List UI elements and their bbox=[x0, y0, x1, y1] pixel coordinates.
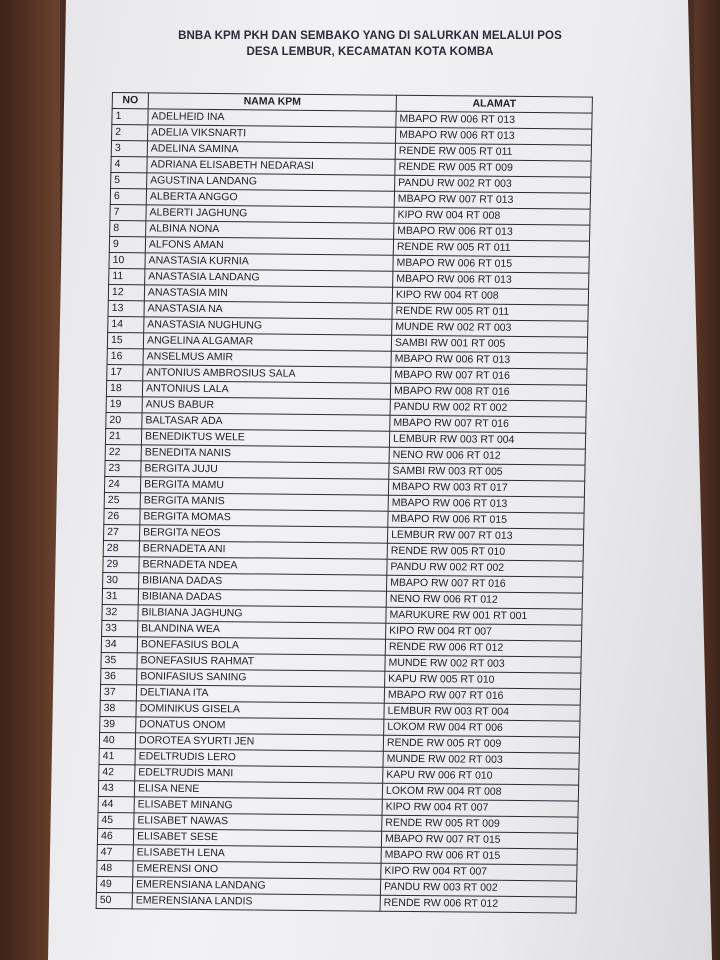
cell-nama-kpm: ALFONS AMAN bbox=[145, 237, 393, 255]
cell-no: 49 bbox=[96, 876, 132, 892]
cell-nama-kpm: ANASTASIA NUGHUNG bbox=[144, 317, 392, 335]
cell-nama-kpm: EDELTRUDIS MANI bbox=[135, 765, 383, 783]
cell-no: 36 bbox=[101, 668, 137, 684]
cell-no: 17 bbox=[107, 364, 143, 380]
cell-alamat: KIPO RW 004 RT 008 bbox=[394, 207, 590, 225]
cell-nama-kpm: ANTONIUS LALA bbox=[142, 381, 390, 399]
cell-nama-kpm: DONATUS ONOM bbox=[136, 717, 384, 735]
cell-alamat: MBAPO RW 007 RT 016 bbox=[386, 575, 582, 593]
cell-no: 23 bbox=[105, 460, 141, 476]
cell-nama-kpm: EDELTRUDIS LERO bbox=[135, 749, 383, 767]
cell-no: 35 bbox=[101, 652, 137, 668]
header-no: NO bbox=[112, 93, 148, 109]
cell-nama-kpm: DOMINIKUS GISELA bbox=[136, 701, 384, 719]
cell-nama-kpm: ELISABET MINANG bbox=[134, 797, 382, 815]
cell-alamat: MBAPO RW 007 RT 016 bbox=[390, 415, 586, 433]
cell-no: 10 bbox=[109, 252, 145, 268]
cell-alamat: SAMBI RW 003 RT 005 bbox=[389, 463, 585, 481]
cell-nama-kpm: ALBERTI JAGHUNG bbox=[146, 205, 394, 223]
cell-alamat: MBAPO RW 008 RT 016 bbox=[390, 383, 586, 401]
cell-alamat: KIPO RW 004 RT 008 bbox=[392, 287, 588, 305]
cell-no: 12 bbox=[108, 284, 144, 300]
cell-no: 30 bbox=[103, 572, 139, 588]
cell-alamat: MBAPO RW 006 RT 015 bbox=[388, 511, 584, 529]
cell-alamat: MBAPO RW 007 RT 013 bbox=[394, 191, 590, 209]
recipient-table bbox=[96, 92, 592, 914]
cell-nama-kpm: BERGITA MAMU bbox=[140, 477, 388, 495]
cell-nama-kpm: ANASTASIA MIN bbox=[144, 285, 392, 303]
cell-no: 40 bbox=[99, 732, 135, 748]
cell-nama-kpm: ALBINA NONA bbox=[146, 221, 394, 239]
cell-alamat: MBAPO RW 006 RT 013 bbox=[393, 271, 589, 289]
cell-no: 50 bbox=[96, 892, 132, 908]
header-alamat: ALAMAT bbox=[396, 95, 592, 113]
cell-alamat: KIPO RW 004 RT 007 bbox=[381, 863, 577, 881]
cell-no: 16 bbox=[107, 348, 143, 364]
cell-no: 19 bbox=[106, 396, 142, 412]
cell-alamat: MUNDE RW 002 RT 003 bbox=[383, 751, 579, 769]
cell-alamat: LEMBUR RW 003 RT 004 bbox=[389, 431, 585, 449]
cell-no: 20 bbox=[106, 412, 142, 428]
cell-nama-kpm: BERGITA MANIS bbox=[140, 493, 388, 511]
header-nama-kpm: NAMA KPM bbox=[148, 93, 396, 111]
cell-no: 39 bbox=[100, 716, 136, 732]
cell-no: 9 bbox=[109, 236, 145, 252]
cell-no: 42 bbox=[99, 764, 135, 780]
cell-no: 34 bbox=[101, 636, 137, 652]
cell-alamat: KIPO RW 004 RT 007 bbox=[382, 799, 578, 817]
cell-no: 8 bbox=[110, 220, 146, 236]
cell-nama-kpm: ALBERTA ANGGO bbox=[146, 189, 394, 207]
cell-alamat: NENO RW 006 RT 012 bbox=[389, 447, 585, 465]
cell-no: 1 bbox=[112, 109, 148, 125]
cell-alamat: RENDE RW 005 RT 011 bbox=[392, 303, 588, 321]
cell-alamat: MBAPO RW 006 RT 015 bbox=[393, 255, 589, 273]
cell-no: 18 bbox=[106, 380, 142, 396]
cell-no: 38 bbox=[100, 700, 136, 716]
cell-nama-kpm: BIBIANA DADAS bbox=[138, 589, 386, 607]
cell-alamat: LOKOM RW 004 RT 008 bbox=[382, 783, 578, 801]
cell-nama-kpm: ANGELINA ALGAMAR bbox=[143, 333, 391, 351]
cell-no: 25 bbox=[104, 492, 140, 508]
cell-nama-kpm: BERGITA JUJU bbox=[141, 461, 389, 479]
cell-nama-kpm: BENEDITA NANIS bbox=[141, 445, 389, 463]
cell-nama-kpm: BERNADETA ANI bbox=[139, 541, 387, 559]
cell-alamat: PANDU RW 002 RT 002 bbox=[387, 559, 583, 577]
cell-alamat: RENDE RW 005 RT 011 bbox=[393, 239, 589, 257]
cell-alamat: KAPU RW 005 RT 010 bbox=[385, 671, 581, 689]
cell-no: 26 bbox=[104, 508, 140, 524]
cell-nama-kpm: ADELHEID INA bbox=[148, 109, 396, 127]
cell-nama-kpm: BIBIANA DADAS bbox=[139, 573, 387, 591]
cell-alamat: LEMBUR RW 007 RT 013 bbox=[387, 527, 583, 545]
cell-alamat: MBAPO RW 003 RT 017 bbox=[388, 479, 584, 497]
cell-alamat: LOKOM RW 004 RT 006 bbox=[384, 719, 580, 737]
cell-no: 47 bbox=[97, 844, 133, 860]
cell-no: 4 bbox=[111, 157, 147, 173]
cell-no: 48 bbox=[97, 860, 133, 876]
cell-nama-kpm: ELISA NENE bbox=[134, 781, 382, 799]
cell-no: 22 bbox=[105, 444, 141, 460]
cell-no: 27 bbox=[103, 524, 139, 540]
cell-nama-kpm: ADRIANA ELISABETH NEDARASI bbox=[147, 157, 395, 175]
cell-no: 32 bbox=[102, 604, 138, 620]
cell-nama-kpm: ANASTASIA KURNIA bbox=[145, 253, 393, 271]
cell-nama-kpm: ELISABET NAWAS bbox=[134, 813, 382, 831]
cell-alamat: MARUKURE RW 001 RT 001 bbox=[386, 607, 582, 625]
cell-no: 11 bbox=[109, 268, 145, 284]
cell-alamat: RENDE RW 005 RT 009 bbox=[382, 815, 578, 833]
cell-alamat: MBAPO RW 006 RT 015 bbox=[381, 847, 577, 865]
cell-no: 29 bbox=[103, 556, 139, 572]
cell-nama-kpm: ANTONIUS AMBROSIUS SALA bbox=[143, 365, 391, 383]
cell-no: 33 bbox=[102, 620, 138, 636]
cell-alamat: RENDE RW 005 RT 009 bbox=[383, 735, 579, 753]
cell-alamat: RENDE RW 005 RT 011 bbox=[395, 143, 591, 161]
cell-alamat: MBAPO RW 006 RT 013 bbox=[394, 223, 590, 241]
cell-nama-kpm: ANSELMUS AMIR bbox=[143, 349, 391, 367]
cell-alamat: KIPO RW 004 RT 007 bbox=[386, 623, 582, 641]
cell-no: 43 bbox=[98, 780, 134, 796]
cell-alamat: MBAPO RW 006 RT 013 bbox=[396, 111, 592, 129]
cell-alamat: RENDE RW 005 RT 009 bbox=[395, 159, 591, 177]
cell-nama-kpm: DOROTEA SYURTI JEN bbox=[135, 733, 383, 751]
document-title: BNBA KPM PKH DAN SEMBAKO YANG DI SALURKAN MELALUI POS bbox=[178, 30, 562, 42]
cell-no: 15 bbox=[107, 332, 143, 348]
cell-alamat: MBAPO RW 007 RT 016 bbox=[384, 687, 580, 705]
cell-alamat: RENDE RW 005 RT 010 bbox=[387, 543, 583, 561]
cell-nama-kpm: ANASTASIA LANDANG bbox=[145, 269, 393, 287]
cell-alamat: RENDE RW 006 RT 012 bbox=[380, 895, 576, 913]
cell-alamat: MBAPO RW 006 RT 013 bbox=[395, 127, 591, 145]
cell-nama-kpm: BONEFASIUS RAHMAT bbox=[137, 653, 385, 671]
cell-no: 46 bbox=[97, 828, 133, 844]
cell-nama-kpm: BENEDIKTUS WELE bbox=[141, 429, 389, 447]
cell-alamat: MUNDE RW 002 RT 003 bbox=[385, 655, 581, 673]
cell-nama-kpm: BALTASAR ADA bbox=[142, 413, 390, 431]
cell-alamat: MBAPO RW 006 RT 013 bbox=[391, 351, 587, 369]
cell-no: 6 bbox=[110, 189, 146, 205]
cell-no: 28 bbox=[103, 540, 139, 556]
cell-no: 37 bbox=[100, 684, 136, 700]
cell-nama-kpm: BERNADETA NDEA bbox=[139, 557, 387, 575]
cell-nama-kpm: ADELINA SAMINA bbox=[147, 141, 395, 159]
cell-no: 3 bbox=[111, 141, 147, 157]
cell-alamat: MUNDE RW 002 RT 003 bbox=[392, 319, 588, 337]
cell-alamat: SAMBI RW 001 RT 005 bbox=[391, 335, 587, 353]
cell-alamat: LEMBUR RW 003 RT 004 bbox=[384, 703, 580, 721]
cell-nama-kpm: ELISABET SESE bbox=[133, 829, 381, 847]
cell-nama-kpm: EMERENSIANA LANDANG bbox=[132, 877, 380, 895]
cell-no: 45 bbox=[98, 812, 134, 828]
cell-alamat: MBAPO RW 007 RT 015 bbox=[381, 831, 577, 849]
cell-nama-kpm: ANUS BABUR bbox=[142, 397, 390, 415]
cell-nama-kpm: DELTIANA ITA bbox=[136, 685, 384, 703]
cell-no: 14 bbox=[108, 316, 144, 332]
cell-alamat: KAPU RW 006 RT 010 bbox=[383, 767, 579, 785]
cell-no: 24 bbox=[104, 476, 140, 492]
cell-no: 21 bbox=[105, 428, 141, 444]
cell-nama-kpm: BLANDINA WEA bbox=[138, 621, 386, 639]
cell-nama-kpm: ELISABETH LENA bbox=[133, 845, 381, 863]
cell-alamat: NENO RW 006 RT 012 bbox=[386, 591, 582, 609]
cell-nama-kpm: BILBIANA JAGHUNG bbox=[138, 605, 386, 623]
cell-nama-kpm: BONIFASIUS SANING bbox=[137, 669, 385, 687]
cell-no: 7 bbox=[110, 204, 146, 220]
cell-nama-kpm: BONEFASIUS BOLA bbox=[137, 637, 385, 655]
cell-no: 5 bbox=[111, 173, 147, 189]
document-subtitle: DESA LEMBUR, KECAMATAN KOTA KOMBA bbox=[246, 46, 494, 58]
cell-nama-kpm: ADELIA VIKSNARTI bbox=[148, 125, 396, 143]
cell-alamat: RENDE RW 006 RT 012 bbox=[385, 639, 581, 657]
cell-no: 41 bbox=[99, 748, 135, 764]
cell-alamat: PANDU RW 002 RT 003 bbox=[395, 175, 591, 193]
cell-alamat: PANDU RW 003 RT 002 bbox=[380, 879, 576, 897]
cell-alamat: PANDU RW 002 RT 002 bbox=[390, 399, 586, 417]
cell-alamat: MBAPO RW 007 RT 016 bbox=[391, 367, 587, 385]
cell-alamat: MBAPO RW 006 RT 013 bbox=[388, 495, 584, 513]
cell-no: 44 bbox=[98, 796, 134, 812]
cell-nama-kpm: EMERENSIANA LANDIS bbox=[132, 893, 380, 911]
cell-nama-kpm: BERGITA NEOS bbox=[139, 525, 387, 543]
cell-no: 31 bbox=[102, 588, 138, 604]
cell-nama-kpm: BERGITA MOMAS bbox=[140, 509, 388, 527]
cell-nama-kpm: EMERENSI ONO bbox=[133, 861, 381, 879]
cell-no: 2 bbox=[112, 125, 148, 141]
cell-nama-kpm: ANASTASIA NA bbox=[144, 301, 392, 319]
cell-nama-kpm: AGUSTINA LANDANG bbox=[147, 173, 395, 191]
cell-no: 13 bbox=[108, 300, 144, 316]
